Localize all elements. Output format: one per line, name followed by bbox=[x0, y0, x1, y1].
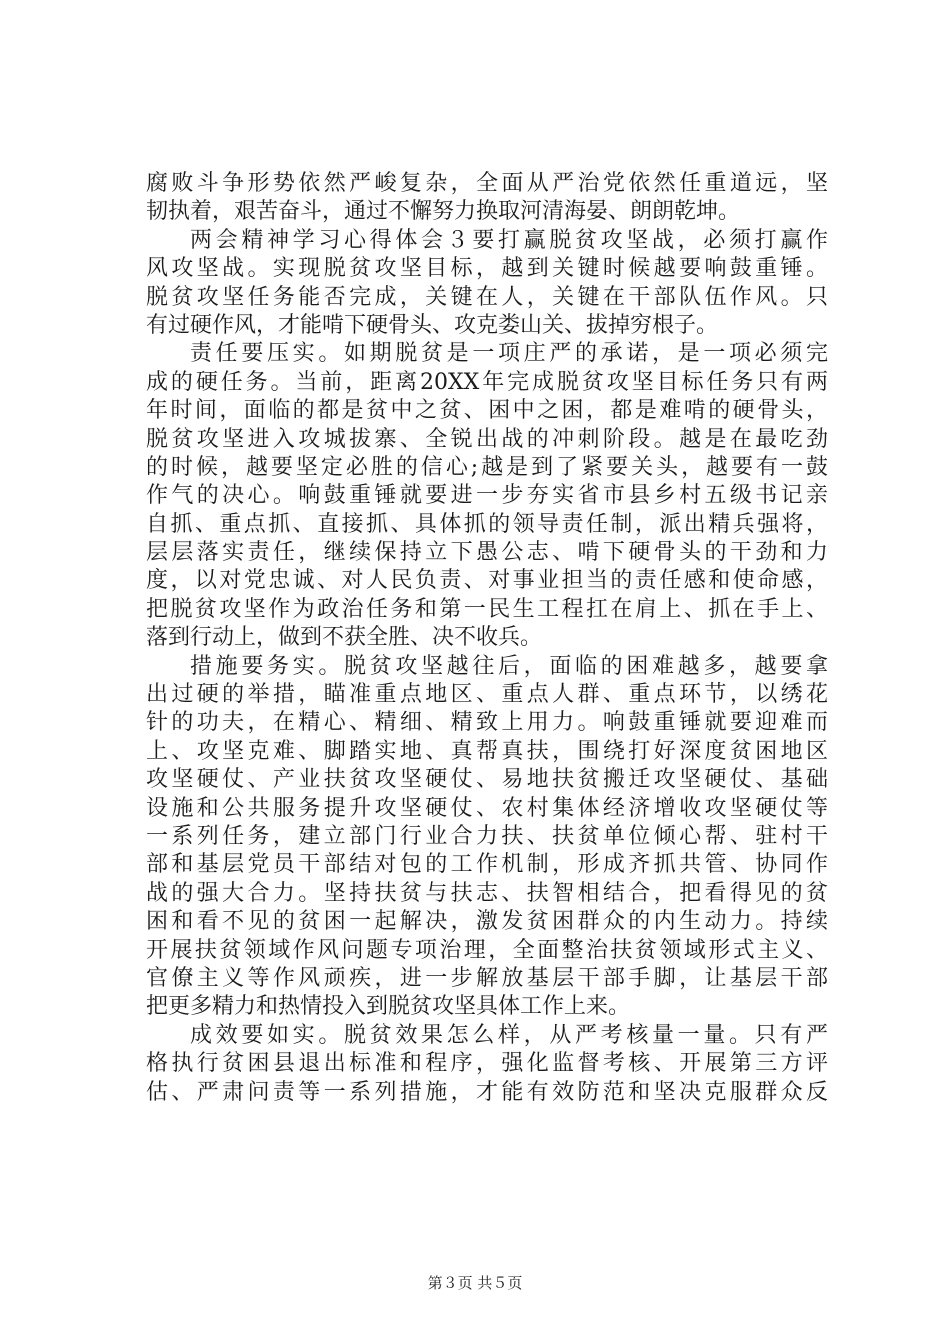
text-line: 层层落实责任，继续保持立下愚公志、啃下硬骨头的干劲和力 bbox=[146, 540, 828, 566]
text-line: 韧执着，艰苦奋斗，通过不懈努力换取河清海晏、朗朗乾坤。 bbox=[146, 199, 741, 225]
text-line: 部和基层党员干部结对包的工作机制，形成齐抓共管、协同作 bbox=[146, 852, 828, 878]
text-line: 成效要如实。脱贫效果怎么样，从严考核量一量。只有严 bbox=[190, 1022, 828, 1048]
text-line: 落到行动上，做到不获全胜、决不收兵。 bbox=[146, 625, 543, 651]
paragraph bbox=[146, 1022, 828, 1107]
text-line: 战的强大合力。坚持扶贫与扶志、扶智相结合，把看得见的贫 bbox=[146, 880, 828, 906]
text-line: 估、严肃问责等一系列措施，才能有效防范和坚决克服群众反 bbox=[146, 1079, 828, 1105]
text-line: 出过硬的举措，瞄准重点地区、重点人群、重点环节，以绣花 bbox=[146, 682, 828, 708]
text-line: 脱贫攻坚进入攻城拔寨、全锐出战的冲刺阶段。越是在最吃劲 bbox=[146, 426, 828, 452]
text-line: 腐败斗争形势依然严峻复杂，全面从严治党依然任重道远，坚 bbox=[146, 171, 828, 196]
paragraph bbox=[146, 653, 828, 1022]
text-line: 格执行贫困县退出标准和程序，强化监督考核、开展第三方评 bbox=[146, 1051, 828, 1077]
text-line: 度，以对党忠诚、对人民负责、对事业担当的责任感和使命感， bbox=[146, 568, 828, 594]
paragraph bbox=[146, 340, 828, 652]
text-line: 责任要压实。如期脱贫是一项庄严的承诺，是一项必须完 bbox=[190, 341, 828, 367]
text-line: 攻坚硬仗、产业扶贫攻坚硬仗、易地扶贫搬迁攻坚硬仗、基础 bbox=[146, 767, 828, 793]
text-line: 开展扶贫领域作风问题专项治理，全面整治扶贫领域形式主义、 bbox=[146, 937, 828, 963]
text-line: 上、攻坚克难、脚踏实地、真帮真扶，围绕打好深度贫困地区 bbox=[146, 738, 828, 764]
text-line: 措施要务实。脱贫攻坚越往后，面临的困难越多，越要拿 bbox=[190, 653, 828, 679]
text-line: 两会精神学习心得体会３要打赢脱贫攻坚战，必须打赢作 bbox=[190, 227, 828, 253]
text-line: 的时候，越要坚定必胜的信心;越是到了紧要关头，越要有一鼓 bbox=[146, 454, 828, 480]
text-line: 风攻坚战。实现脱贫攻坚目标，越到关键时候越要响鼓重锤。 bbox=[146, 256, 828, 282]
text-line: 年时间，面临的都是贫中之贫、困中之困，都是难啃的硬骨头， bbox=[146, 398, 828, 424]
text-line: 把脱贫攻坚作为政治任务和第一民生工程扛在肩上、抓在手上、 bbox=[146, 596, 828, 622]
text-line: 有过硬作风，才能啃下硬骨头、攻克娄山关、拔掉穷根子。 bbox=[146, 312, 719, 338]
text-line: 作气的决心。响鼓重锤就要进一步夯实省市县乡村五级书记亲 bbox=[146, 483, 828, 509]
text-line: 困和看不见的贫困一起解决，激发贫困群众的内生动力。持续 bbox=[146, 909, 828, 935]
text-line: 成的硬任务。当前，距离20XX年完成脱贫攻坚目标任务只有两 bbox=[146, 369, 828, 395]
paragraph bbox=[146, 170, 828, 227]
page-footer: 第３页 共５页 bbox=[427, 1274, 523, 1292]
document-body bbox=[146, 170, 828, 1107]
text-line: 官僚主义等作风顽疾，进一步解放基层干部手脚，让基层干部 bbox=[146, 965, 828, 991]
text-line: 针的功夫，在精心、精细、精致上用力。响鼓重锤就要迎难而 bbox=[146, 710, 828, 736]
text-line: 设施和公共服务提升攻坚硬仗、农村集体经济增收攻坚硬仗等 bbox=[146, 795, 828, 821]
text-line: 脱贫攻坚任务能否完成，关键在人，关键在干部队伍作风。只 bbox=[146, 284, 828, 310]
text-line: 自抓、重点抓、直接抓、具体抓的领导责任制，派出精兵强将， bbox=[146, 511, 828, 537]
text-line: 一系列任务，建立部门行业合力扶、扶贫单位倾心帮、驻村干 bbox=[146, 823, 828, 849]
paragraph bbox=[146, 227, 828, 341]
text-line: 把更多精力和热情投入到脱贫攻坚具体工作上来。 bbox=[146, 994, 631, 1020]
